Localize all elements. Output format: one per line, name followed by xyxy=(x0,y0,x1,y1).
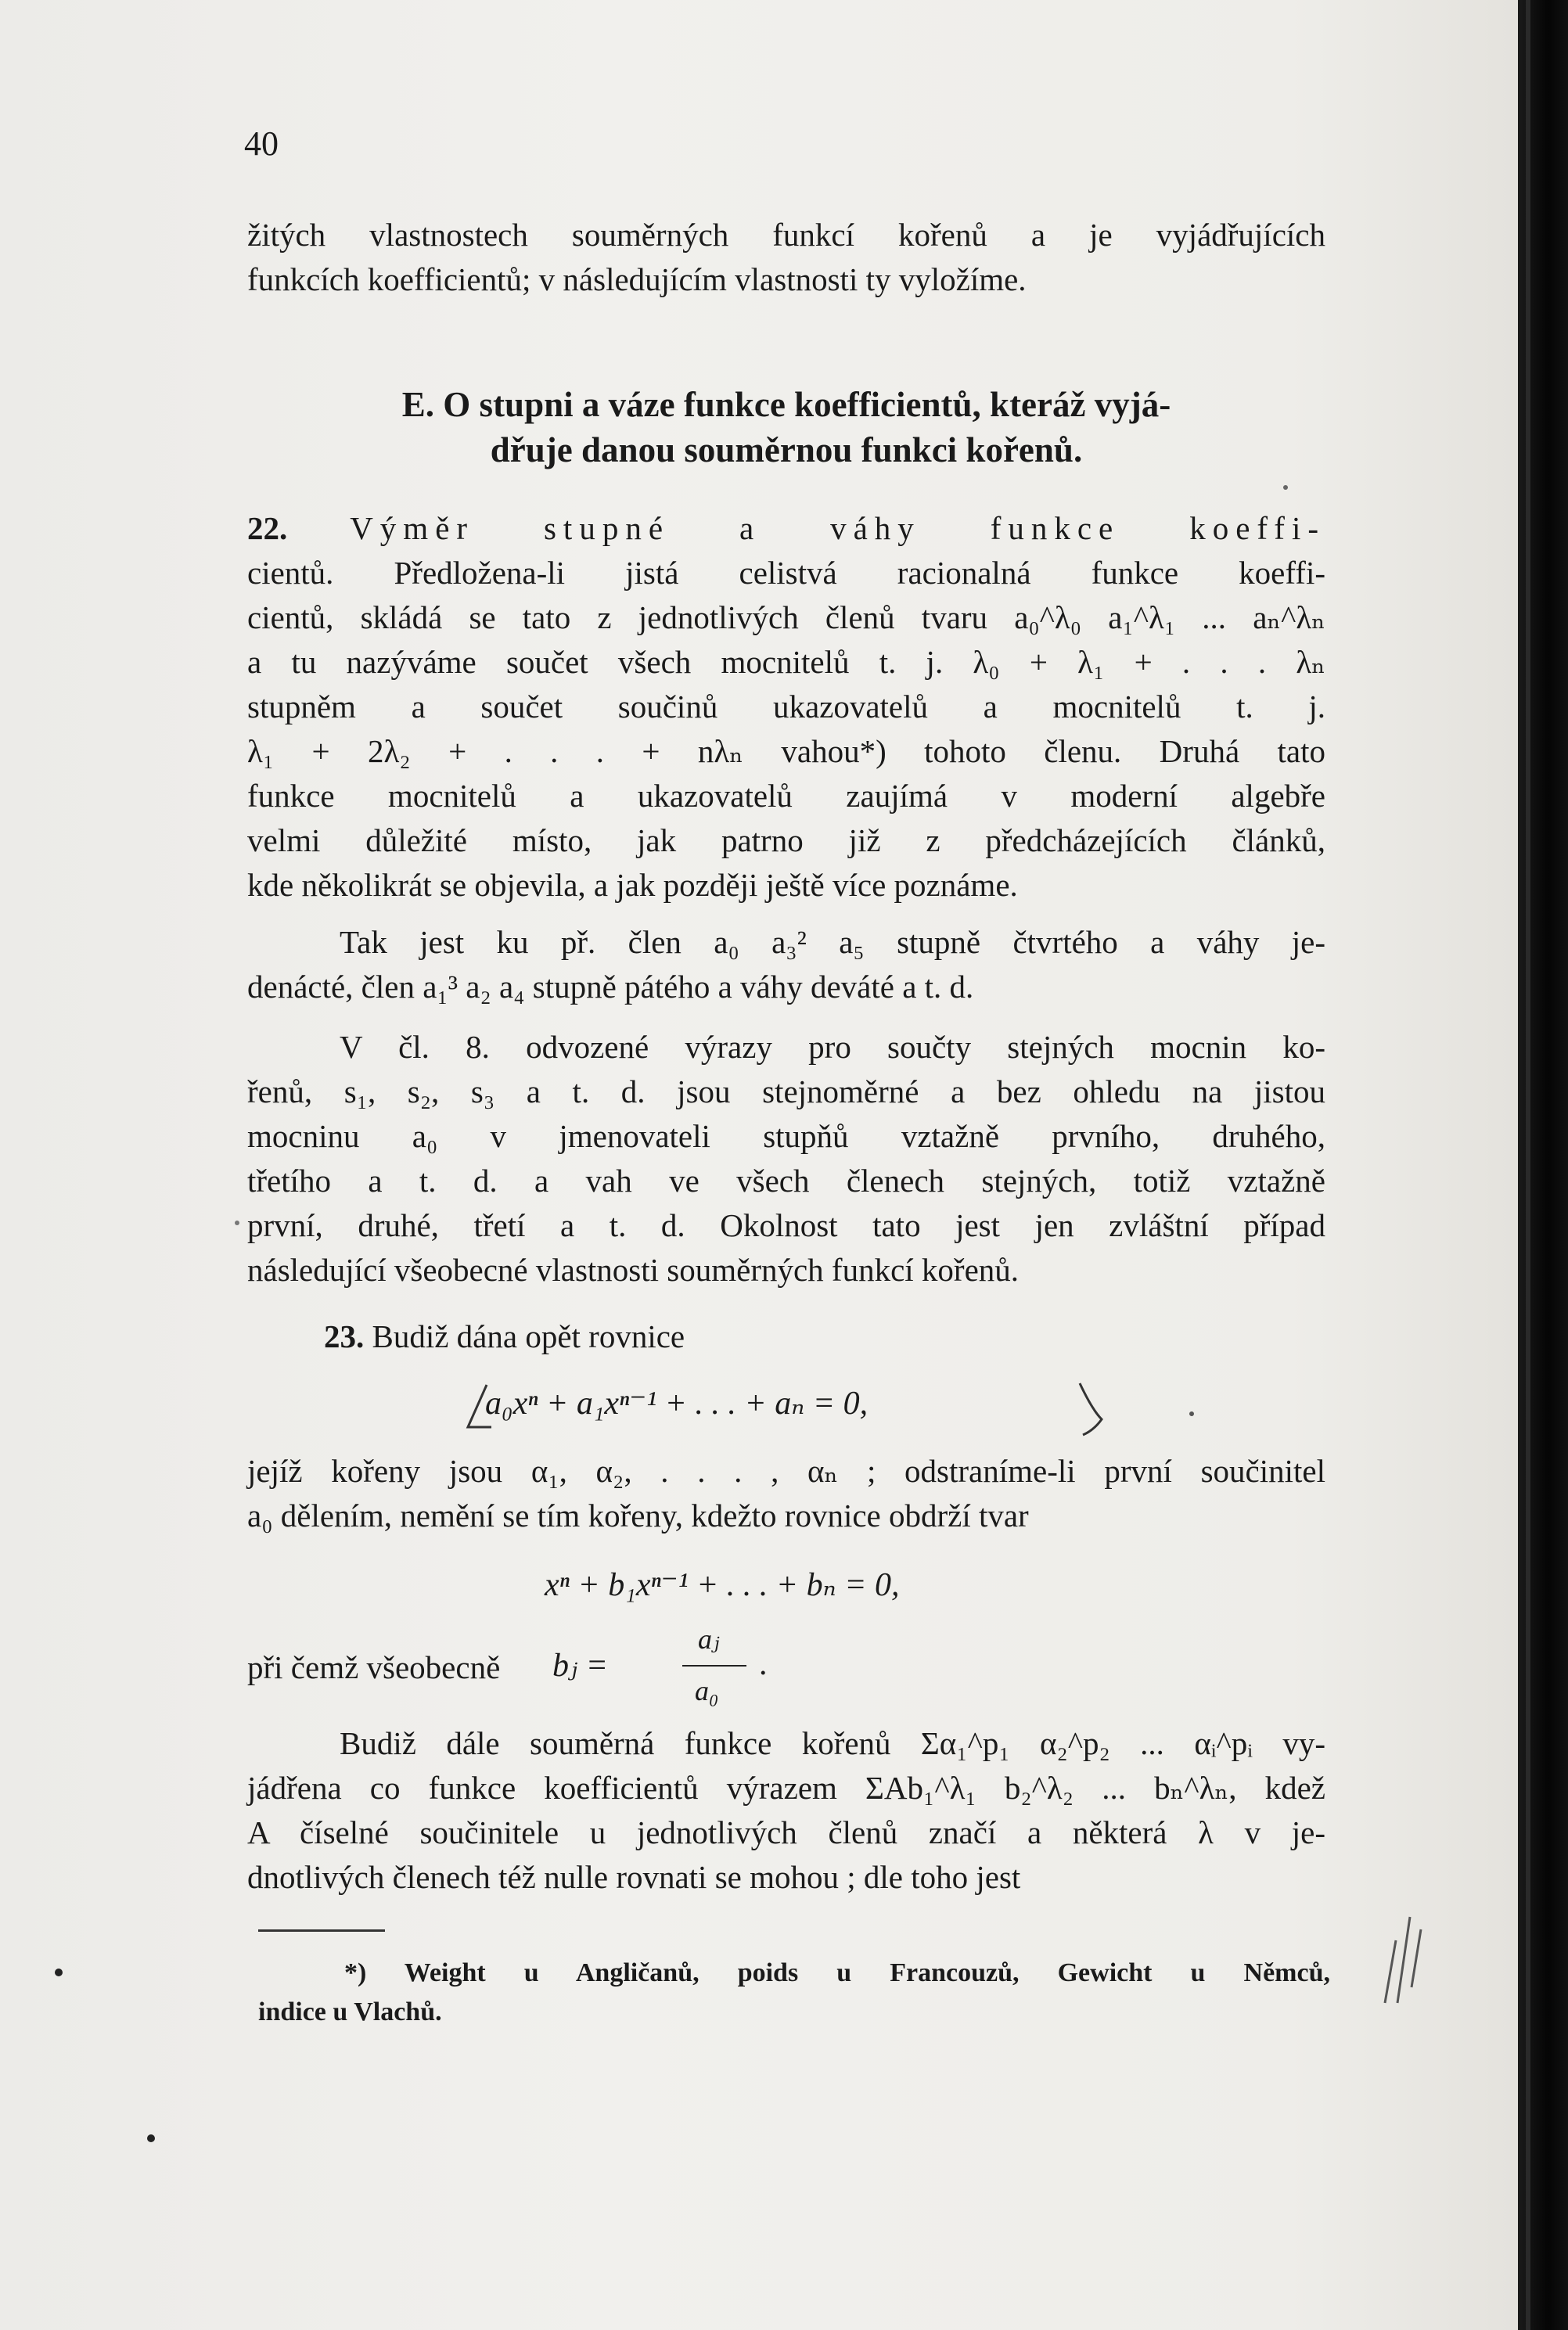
section-23-paragraph-b xyxy=(247,1721,1325,1900)
hand-bracket-right-icon xyxy=(1075,1379,1106,1440)
section-22 xyxy=(247,506,1325,908)
tak-line-2: denácté, člen a₁³ a₂ a₄ stupně pátého a váhy deváté a t. d. xyxy=(247,969,974,1005)
margin-speck xyxy=(147,2134,155,2142)
section-23-line-1 xyxy=(247,1314,1325,1359)
section-23-a-line-1: jejíž kořeny jsou α₁, α₂, . . . , αₙ ; odstraníme-li první součinitel xyxy=(247,1453,1325,1489)
page-number: 40 xyxy=(244,124,279,163)
intro-line-1: žitých vlastnostech souměrných funkcí kořenů a je vyjádřujících xyxy=(247,217,1325,253)
paragraph-v xyxy=(247,1025,1325,1293)
fraction-denominator: a₀ xyxy=(695,1675,719,1706)
footnote-line-1: *) Weight u Angličanů, poids u Francouzů, Gewicht u Němců, xyxy=(344,1958,1330,1987)
section-22-line-5: stupněm a součet součinů ukazovatelů a mocnitelů t. j. xyxy=(247,689,1325,725)
fraction-lhs: bⱼ = xyxy=(552,1648,608,1684)
section-22-line-8: velmi důležité místo, jak patrno již z předcházejících článků, xyxy=(247,822,1325,858)
margin-pencil-marks-icon xyxy=(1369,1893,1432,2011)
section-22-line-6: λ₁ + 2λ₂ + . . . + nλₙ vahou*) tohoto členu. Druhá tato xyxy=(247,733,1325,769)
section-22-line-9: kde několikrát se objevila, a jak později ještě více poznáme. xyxy=(247,867,1018,903)
footnote-rule xyxy=(258,1929,385,1932)
hand-bracket-left-icon xyxy=(463,1379,494,1433)
section-22-line-4: a tu nazýváme součet všech mocnitelů t. j. λ₀ + λ₁ + . . . λₙ xyxy=(247,644,1325,680)
where-text: při čemž všeobecně xyxy=(247,1649,501,1685)
fraction-period: . xyxy=(759,1646,768,1682)
section-23-b-line-3: A číselné součinitele u jednotlivých členů značí a některá λ v je- xyxy=(247,1814,1325,1850)
v-line-1: V čl. 8. odvozené výrazy pro součty stejných mocnin ko- xyxy=(340,1029,1325,1065)
intro-paragraph xyxy=(247,213,1325,302)
footnote-line-2: indice u Vlachů. xyxy=(258,1997,442,2026)
v-line-4: třetího a t. d. a vah ve všech členech stejných, totiž vztažně xyxy=(247,1163,1325,1199)
section-22-line-1 xyxy=(247,506,1325,551)
intro-line-2: funkcích koefficientů; v následujícím vlastnosti ty vyložíme. xyxy=(247,261,1027,297)
equation-2: xⁿ + b₁xⁿ⁻¹ + . . . + bₙ = 0, xyxy=(545,1567,900,1603)
section-23-a-line-2: a₀ dělením, nemění se tím kořeny, kdežto rovnice obdrží tvar xyxy=(247,1498,1029,1534)
binding-edge xyxy=(1526,0,1530,2330)
section-23-b-line-2: jádřena co funkce koefficientů výrazem ΣAb₁^λ₁ b₂^λ₂ ... bₙ^λₙ, kdež xyxy=(247,1770,1325,1806)
heading-line-2: dřuje danou souměrnou funkci kořenů. xyxy=(490,430,1083,469)
section-23-b-line-4: dnotlivých členech též nulle rovnati se mohou ; dle toho jest xyxy=(247,1859,1021,1895)
section-23-b-line-1: Budiž dále souměrná funkce kořenů Σα₁^p₁ α₂^p₂ ... αᵢ^pᵢ vy- xyxy=(340,1725,1325,1761)
v-line-3: mocninu a₀ v jmenovateli stupňů vztažně prvního, druhého, xyxy=(247,1118,1325,1154)
section-23-intro-text: Budiž dána opět rovnice xyxy=(372,1318,685,1354)
section-heading xyxy=(247,382,1325,473)
margin-speck xyxy=(55,1969,63,1976)
tak-line-1: Tak jest ku př. člen a₀ a₃² a₅ stupně čtvrtého a váhy je- xyxy=(340,924,1325,960)
section-22-line-3: cientů, skládá se tato z jednotlivých členů tvaru a₀^λ₀ a₁^λ₁ ... aₙ^λₙ xyxy=(247,599,1325,635)
paragraph-tak xyxy=(247,920,1325,1009)
v-line-2: řenů, s₁, s₂, s₃ a t. d. jsou stejnoměrné a bez ohledu na jistou xyxy=(247,1073,1325,1109)
v-line-6: následující všeobecné vlastnosti souměrných funkcí kořenů. xyxy=(247,1252,1020,1288)
section-23-paragraph-a xyxy=(247,1449,1325,1538)
equation-1: a₀xⁿ + a₁xⁿ⁻¹ + . . . + aₙ = 0, xyxy=(485,1386,869,1422)
v-line-5: první, druhé, třetí a t. d. Okolnost tato jest jen zvláštní případ xyxy=(247,1207,1325,1243)
section-23-intro xyxy=(247,1314,1325,1359)
margin-speck xyxy=(1283,485,1288,490)
section-22-number: 22. xyxy=(247,510,288,546)
fraction-bar xyxy=(682,1665,746,1667)
section-22-line-2: cientů. Předložena-li jistá celistvá racionalná funkce koeffi- xyxy=(247,555,1325,591)
margin-speck xyxy=(235,1221,239,1225)
footnote xyxy=(258,1954,1330,2032)
heading-line-1: E. O stupni a váze funkce koefficientů, kteráž vyjá- xyxy=(401,385,1171,424)
fraction-numerator: aⱼ xyxy=(698,1623,720,1655)
section-22-title: Výměr stupné a váhy funkce koeffi- xyxy=(350,510,1325,546)
section-22-line-7: funkce mocnitelů a ukazovatelů zaujímá v moderní algebře xyxy=(247,778,1325,814)
section-23-number: 23. xyxy=(324,1318,365,1354)
margin-speck xyxy=(1189,1411,1194,1416)
